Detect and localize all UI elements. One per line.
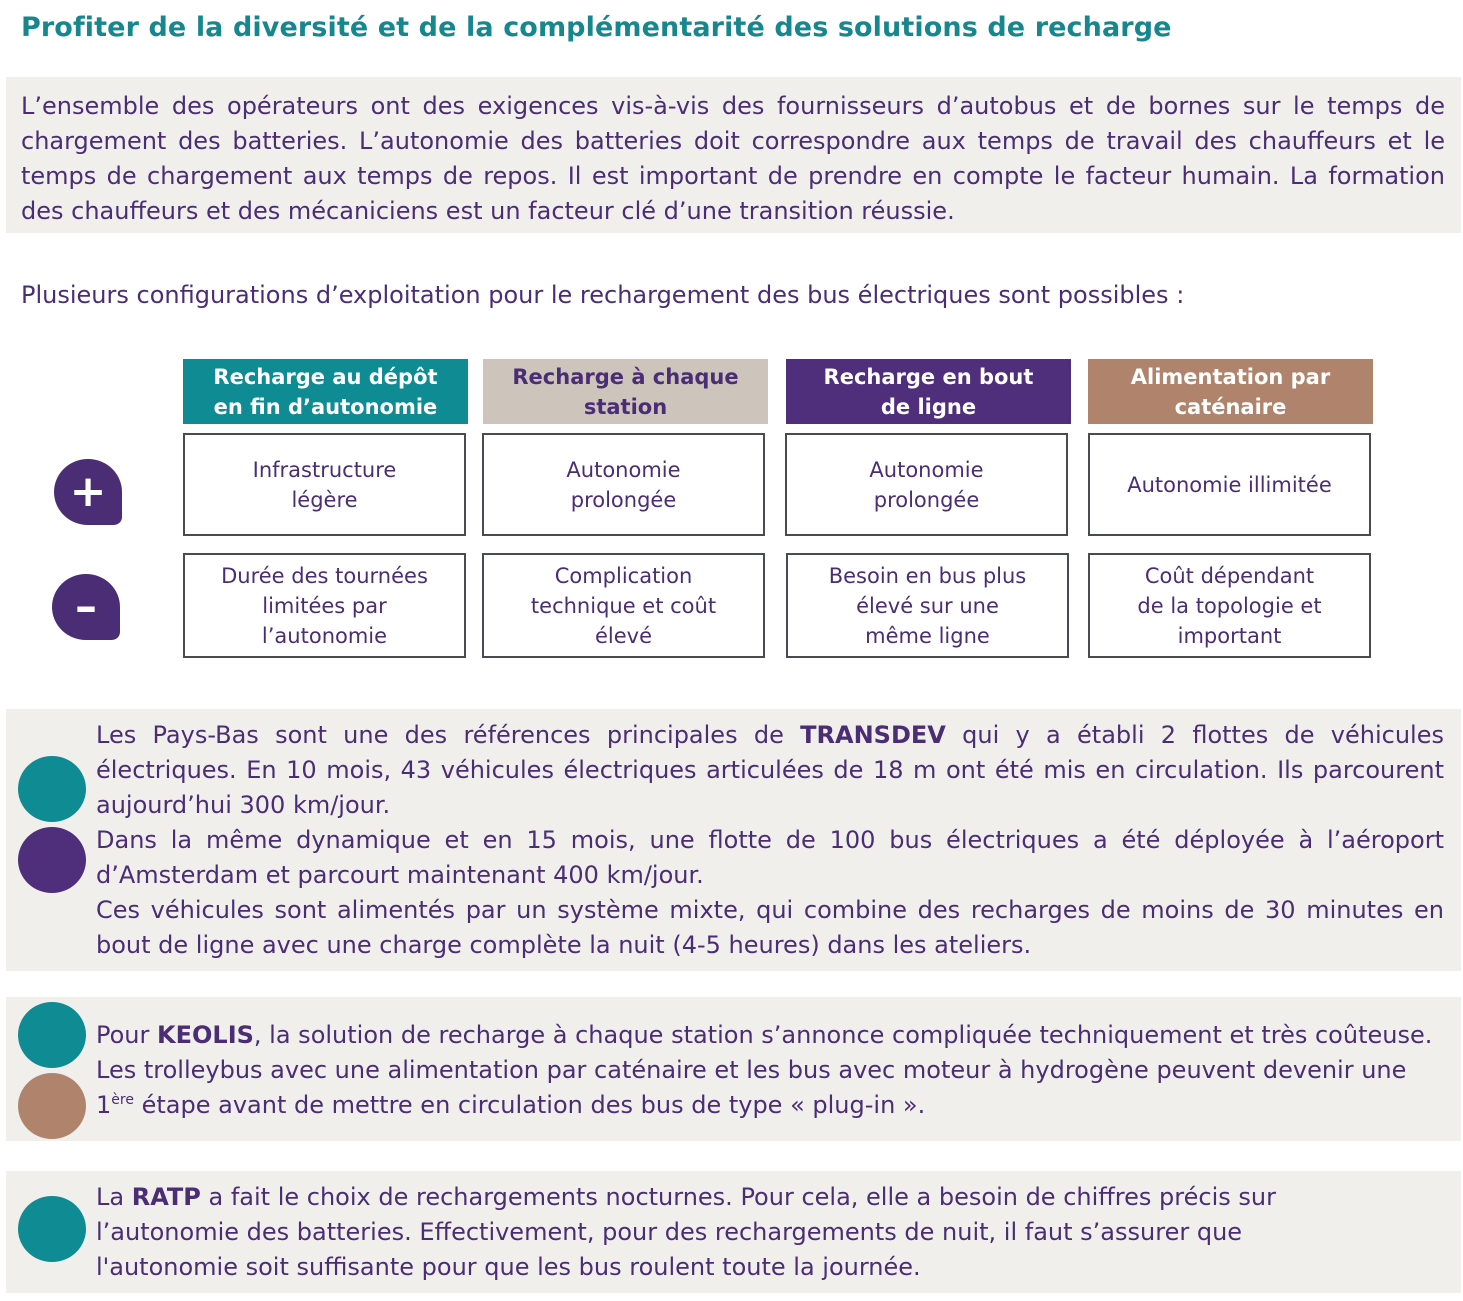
- brown-dot: [18, 1073, 86, 1139]
- keolis-name: KEOLIS: [157, 1021, 254, 1049]
- teal-dot: [18, 756, 86, 822]
- drawback-cell-bout-de-ligne: Besoin en bus plus élevé sur une même ligne: [786, 553, 1069, 658]
- column-header-station: Recharge à chaque station: [483, 359, 768, 424]
- transdev-paragraph-3: Ces véhicules sont alimentés par un système mixte, qui combine des recharges de moins de 30 minutes en bout de ligne avec une charge complète la nuit (4-5 heures) dans les ateliers.: [96, 896, 1444, 959]
- purple-dot: [18, 827, 86, 893]
- transdev-paragraph-2: Dans la même dynamique et en 15 mois, une flotte de 100 bus électriques a été déployée à l’aéroport d’Amsterdam et parcourt maintenant 400 km/jour.: [96, 826, 1444, 889]
- drawback-cell-depot: Durée des tournées limitées par l’autonomie: [183, 553, 466, 658]
- ratp-name: RATP: [131, 1183, 201, 1211]
- advantage-cell-catenaire: Autonomie illimitée: [1088, 433, 1371, 536]
- transdev-name: TRANSDEV: [800, 721, 946, 749]
- column-header-depot: Recharge au dépôt en fin d’autonomie: [183, 359, 468, 424]
- ratp-box: [6, 1171, 1461, 1293]
- ratp-text: La RATP a fait le choix de rechargements nocturnes. Pour cela, elle a besoin de chiffres précis sur l’autonomie des batteries. Effectivement, pour des rechargements de nuit, il faut s’assurer que l'autonomie soit suffisante pour que les bus roulent toute la journée.: [96, 1183, 1276, 1281]
- keolis-text: Pour KEOLIS, la solution de recharge à chaque station s’annonce compliquée techniquement et très coûteuse. Les trolleybus avec une alimentation par caténaire et les bus avec moteur à hydrogène peuvent devenir une 1ère étape avant de mettre en circulation des bus de type « plug-in ».: [96, 1021, 1433, 1119]
- drawback-cell-catenaire: Coût dépendant de la topologie et important: [1088, 553, 1371, 658]
- transdev-box: [6, 709, 1461, 971]
- teal-dot: [18, 1002, 86, 1068]
- advantage-cell-depot: Infrastructure légère: [183, 433, 466, 536]
- teal-dot: [18, 1196, 86, 1262]
- transdev-text: [96, 718, 1444, 963]
- advantage-cell-bout-de-ligne: Autonomie prolongée: [785, 433, 1068, 536]
- intro-text: L’ensemble des opérateurs ont des exigences vis-à-vis des fournisseurs d’autobus et de bornes sur le temps de chargement des batteries. L’autonomie des batteries doit correspondre aux temps de travail des chauffeurs et le temps de chargement aux temps de repos. Il est important de prendre en compte le facteur humain. La formation des chauffeurs et des mécaniciens est un facteur clé d’une transition réussie.: [21, 92, 1445, 225]
- configurations-lead: Plusieurs configurations d’exploitation pour le rechargement des bus électriques sont possibles :: [21, 281, 1185, 309]
- page-title: Profiter de la diversité et de la complémentarité des solutions de recharge: [21, 12, 1172, 43]
- column-header-catenaire: Alimentation par caténaire: [1088, 359, 1373, 424]
- intro-box: [6, 77, 1461, 233]
- drawback-cell-station: Complication technique et coût élevé: [482, 553, 765, 658]
- column-header-bout-de-ligne: Recharge en bout de ligne: [786, 359, 1071, 424]
- keolis-box: [6, 997, 1461, 1141]
- plus-icon: +: [54, 459, 122, 525]
- transdev-paragraph-1: Les Pays-Bas sont une des références principales de TRANSDEV qui y a établi 2 flottes de véhicules électriques. En 10 mois, 43 véhicules électriques articulées de 18 m ont été mis en circulation. Ils parcourent aujourd’hui 300 km/jour.: [96, 721, 1444, 819]
- minus-icon: –: [52, 574, 120, 640]
- advantage-cell-station: Autonomie prolongée: [482, 433, 765, 536]
